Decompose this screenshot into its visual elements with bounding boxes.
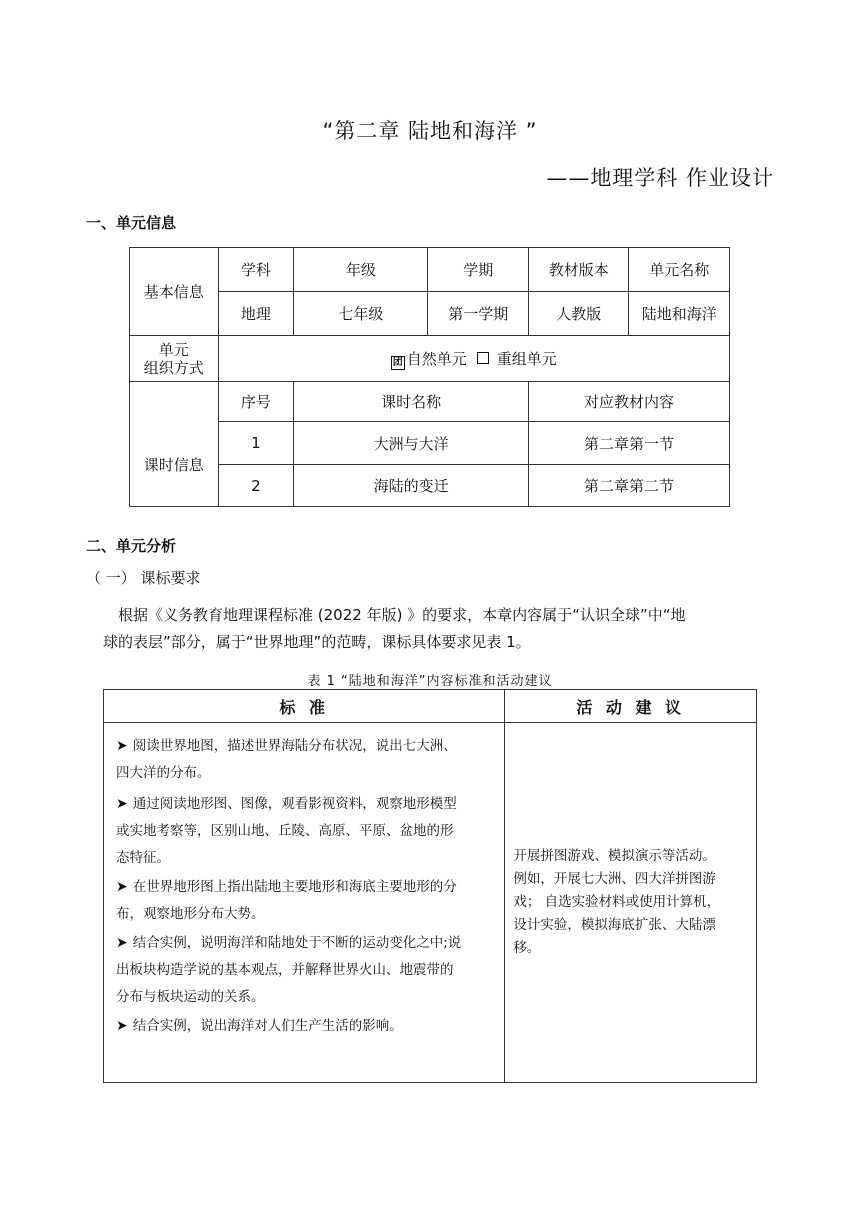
lesson-header-content: 对应教材内容 [528,382,729,422]
arrow-bullet-icon: ➤ [116,738,128,754]
list-item [104,930,504,1011]
header-subject: 学科 [218,248,294,292]
lesson-header-name: 课时名称 [294,382,529,422]
table-caption: 表 1 “陆地和海洋”内容标准和活动建议 [307,674,553,689]
section-heading-unit-analysis: 二、单元分析 [86,537,177,555]
header-term: 学期 [428,248,528,292]
activity-line: 移。 [513,940,541,956]
standard-text: 或实地考察等，区别山地、丘陵、高原、平原、盆地的形 [116,823,454,839]
paragraph-line-2: 球的表层”部分，属于“世界地理”的范畴，课标具体要求见表 1。 [103,633,531,651]
list-item [104,791,504,872]
lesson-content: 第二章第二节 [528,465,729,507]
value-term: 第一学期 [428,292,528,336]
org-option-regroup: 重组单元 [496,349,557,368]
standard-text: 阅读世界地图，描述世界海陆分布状况，说出七大洲、 [132,738,457,754]
activity-line: 戏； 自选实验材料或使用计算机， [513,894,721,910]
activity-cell [505,723,757,1083]
unit-info-table [129,247,730,507]
arrow-bullet-icon: ➤ [116,796,128,812]
lesson-no: 1 [218,422,294,465]
org-label [130,336,219,382]
list-item [104,1013,504,1040]
standard-text: 出板块构造学说的基本观点，并解释世界火山、地震带的 [116,962,454,978]
standards-table [103,689,757,1083]
value-subject: 地理 [218,292,294,336]
unchecked-box-icon [477,352,489,364]
standard-text: 分布与板块运动的关系。 [116,989,265,1005]
lesson-name: 海陆的变迁 [294,465,529,507]
table-row [130,422,730,465]
org-label-line1: 单元 [158,340,189,359]
activity-line: 例如，开展七大洲、四大洋拼图游 [513,871,716,887]
activity-line: 设计实验，模拟海底扩张、大陆漂 [513,917,716,933]
lesson-info-label: 课时信息 [130,382,219,507]
basic-info-label: 基本信息 [130,248,219,336]
activity-line: 开展拼图游戏、模拟演示等活动。 [513,848,716,864]
arrow-bullet-icon: ➤ [116,879,128,895]
value-grade: 七年级 [294,292,428,336]
standard-text: 结合实例，说出海洋对人们生产生活的影响。 [132,1018,403,1034]
org-option-natural: 自然单元 [406,349,467,368]
subsection-heading: （ 一） 课标要求 [86,569,201,587]
value-edition: 人教版 [528,292,628,336]
list-item [104,874,504,928]
section-heading-unit-info: 一、单元信息 [86,214,177,232]
standard-text: 在世界地形图上指出陆地主要地形和海底主要地形的分 [132,879,457,895]
table-row [130,465,730,507]
standard-text: 态特征。 [116,850,170,866]
org-options [218,336,729,382]
document-subtitle: ——地理学科 作业设计 [546,166,774,190]
value-unit-name: 陆地和海洋 [629,292,730,336]
org-label-line2: 组织方式 [143,358,204,377]
standard-text: 布，观察地形分布大势。 [116,906,265,922]
header-activity: 活 动 建 议 [505,690,757,723]
arrow-bullet-icon: ➤ [116,935,128,951]
list-item [104,733,504,787]
standard-text: 通过阅读地形图、图像，观看影视资料，观察地形模型 [132,796,457,812]
header-standard: 标 准 [104,690,505,723]
header-edition: 教材版本 [528,248,628,292]
lesson-name: 大洲与大洋 [294,422,529,465]
standard-text: 结合实例，说明海洋和陆地处于不断的运动变化之中;说 [132,935,462,951]
lesson-header-no: 序号 [218,382,294,422]
standards-cell [104,723,505,1083]
paragraph-line-1: 根据《义务教育地理课程标准 (2022 年版) 》的要求，本章内容属于“认识全球”中“地 [118,606,686,624]
lesson-no: 2 [218,465,294,507]
lesson-content: 第二章第一节 [528,422,729,465]
standard-text: 四大洋的分布。 [116,765,211,781]
header-unit-name: 单元名称 [629,248,730,292]
checked-box-icon: 团 [392,356,403,368]
arrow-bullet-icon: ➤ [116,1018,128,1034]
header-grade: 年级 [294,248,428,292]
document-title: “第二章 陆地和海洋 ” [322,119,538,143]
